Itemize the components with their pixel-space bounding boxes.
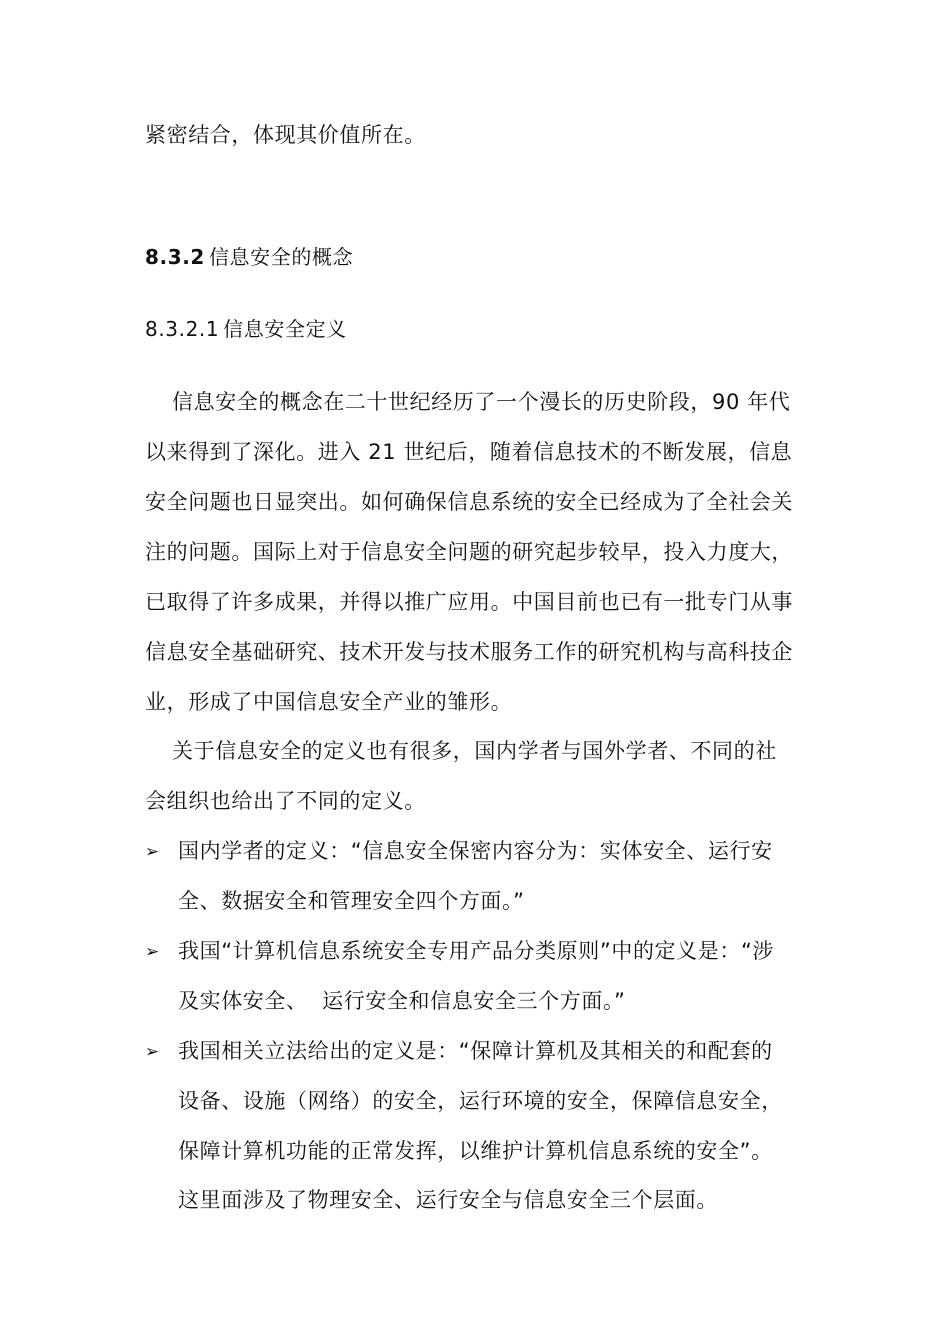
subsection-number: 8.3.2.1 <box>145 317 220 341</box>
previous-paragraph-tail: 紧密结合，体现其价值所在。 <box>145 123 426 147</box>
bullet-arrow-icon: ➢ <box>145 842 160 862</box>
paragraph-1-line: 安全问题也日显突出。如何确保信息系统的安全已经成为了全社会关 <box>145 490 793 514</box>
paragraph-2-line: 会组织也给出了不同的定义。 <box>145 789 426 813</box>
paragraph-1-line: 信息安全的概念在二十世纪经历了一个漫长的历史阶段，90 年代 <box>172 390 791 414</box>
subsection-title: 信息安全定义 <box>223 317 347 341</box>
paragraph-1-line: 注的问题。国际上对于信息安全问题的研究起步较早，投入力度大， <box>145 540 793 564</box>
bullet-arrow-icon: ➢ <box>145 942 160 962</box>
paragraph-2-line: 关于信息安全的定义也有很多，国内学者与国外学者、不同的社 <box>172 739 777 763</box>
paragraph-1-line: 已取得了许多成果，并得以推广应用。中国目前也已有一批专门从事 <box>145 590 793 614</box>
paragraph-1-line: 以来得到了深化。进入 21 世纪后，随着信息技术的不断发展，信息 <box>145 440 793 464</box>
section-number: 8.3.2 <box>145 245 205 269</box>
bullet-line: 我国相关立法给出的定义是：“保障计算机及其相关的和配套的 <box>178 1039 773 1063</box>
bullet-line: 设备、设施（网络）的安全，运行环境的安全，保障信息安全， <box>178 1089 783 1113</box>
bullet-line: 我国“计算机信息系统安全专用产品分类原则”中的定义是：“涉 <box>178 939 775 963</box>
paragraph-1-line: 业，形成了中国信息安全产业的雏形。 <box>145 690 513 714</box>
bullet-line: 全、数据安全和管理安全四个方面。” <box>178 889 525 913</box>
bullet-line: 及实体安全、 运行安全和信息安全三个方面。” <box>178 989 626 1013</box>
subsection-heading <box>145 315 347 343</box>
bullet-line: 保障计算机功能的正常发挥，以维护计算机信息系统的安全”。 <box>178 1139 773 1163</box>
bullet-line: 这里面涉及了物理安全、运行安全与信息安全三个层面。 <box>178 1188 718 1212</box>
section-title: 信息安全的概念 <box>208 245 354 269</box>
section-heading <box>145 243 353 271</box>
bullet-arrow-icon: ➢ <box>145 1042 160 1062</box>
paragraph-1-line: 信息安全基础研究、技术开发与技术服务工作的研究机构与高科技企 <box>145 640 793 664</box>
bullet-line: 国内学者的定义：“信息安全保密内容分为：实体安全、运行安 <box>178 839 773 863</box>
